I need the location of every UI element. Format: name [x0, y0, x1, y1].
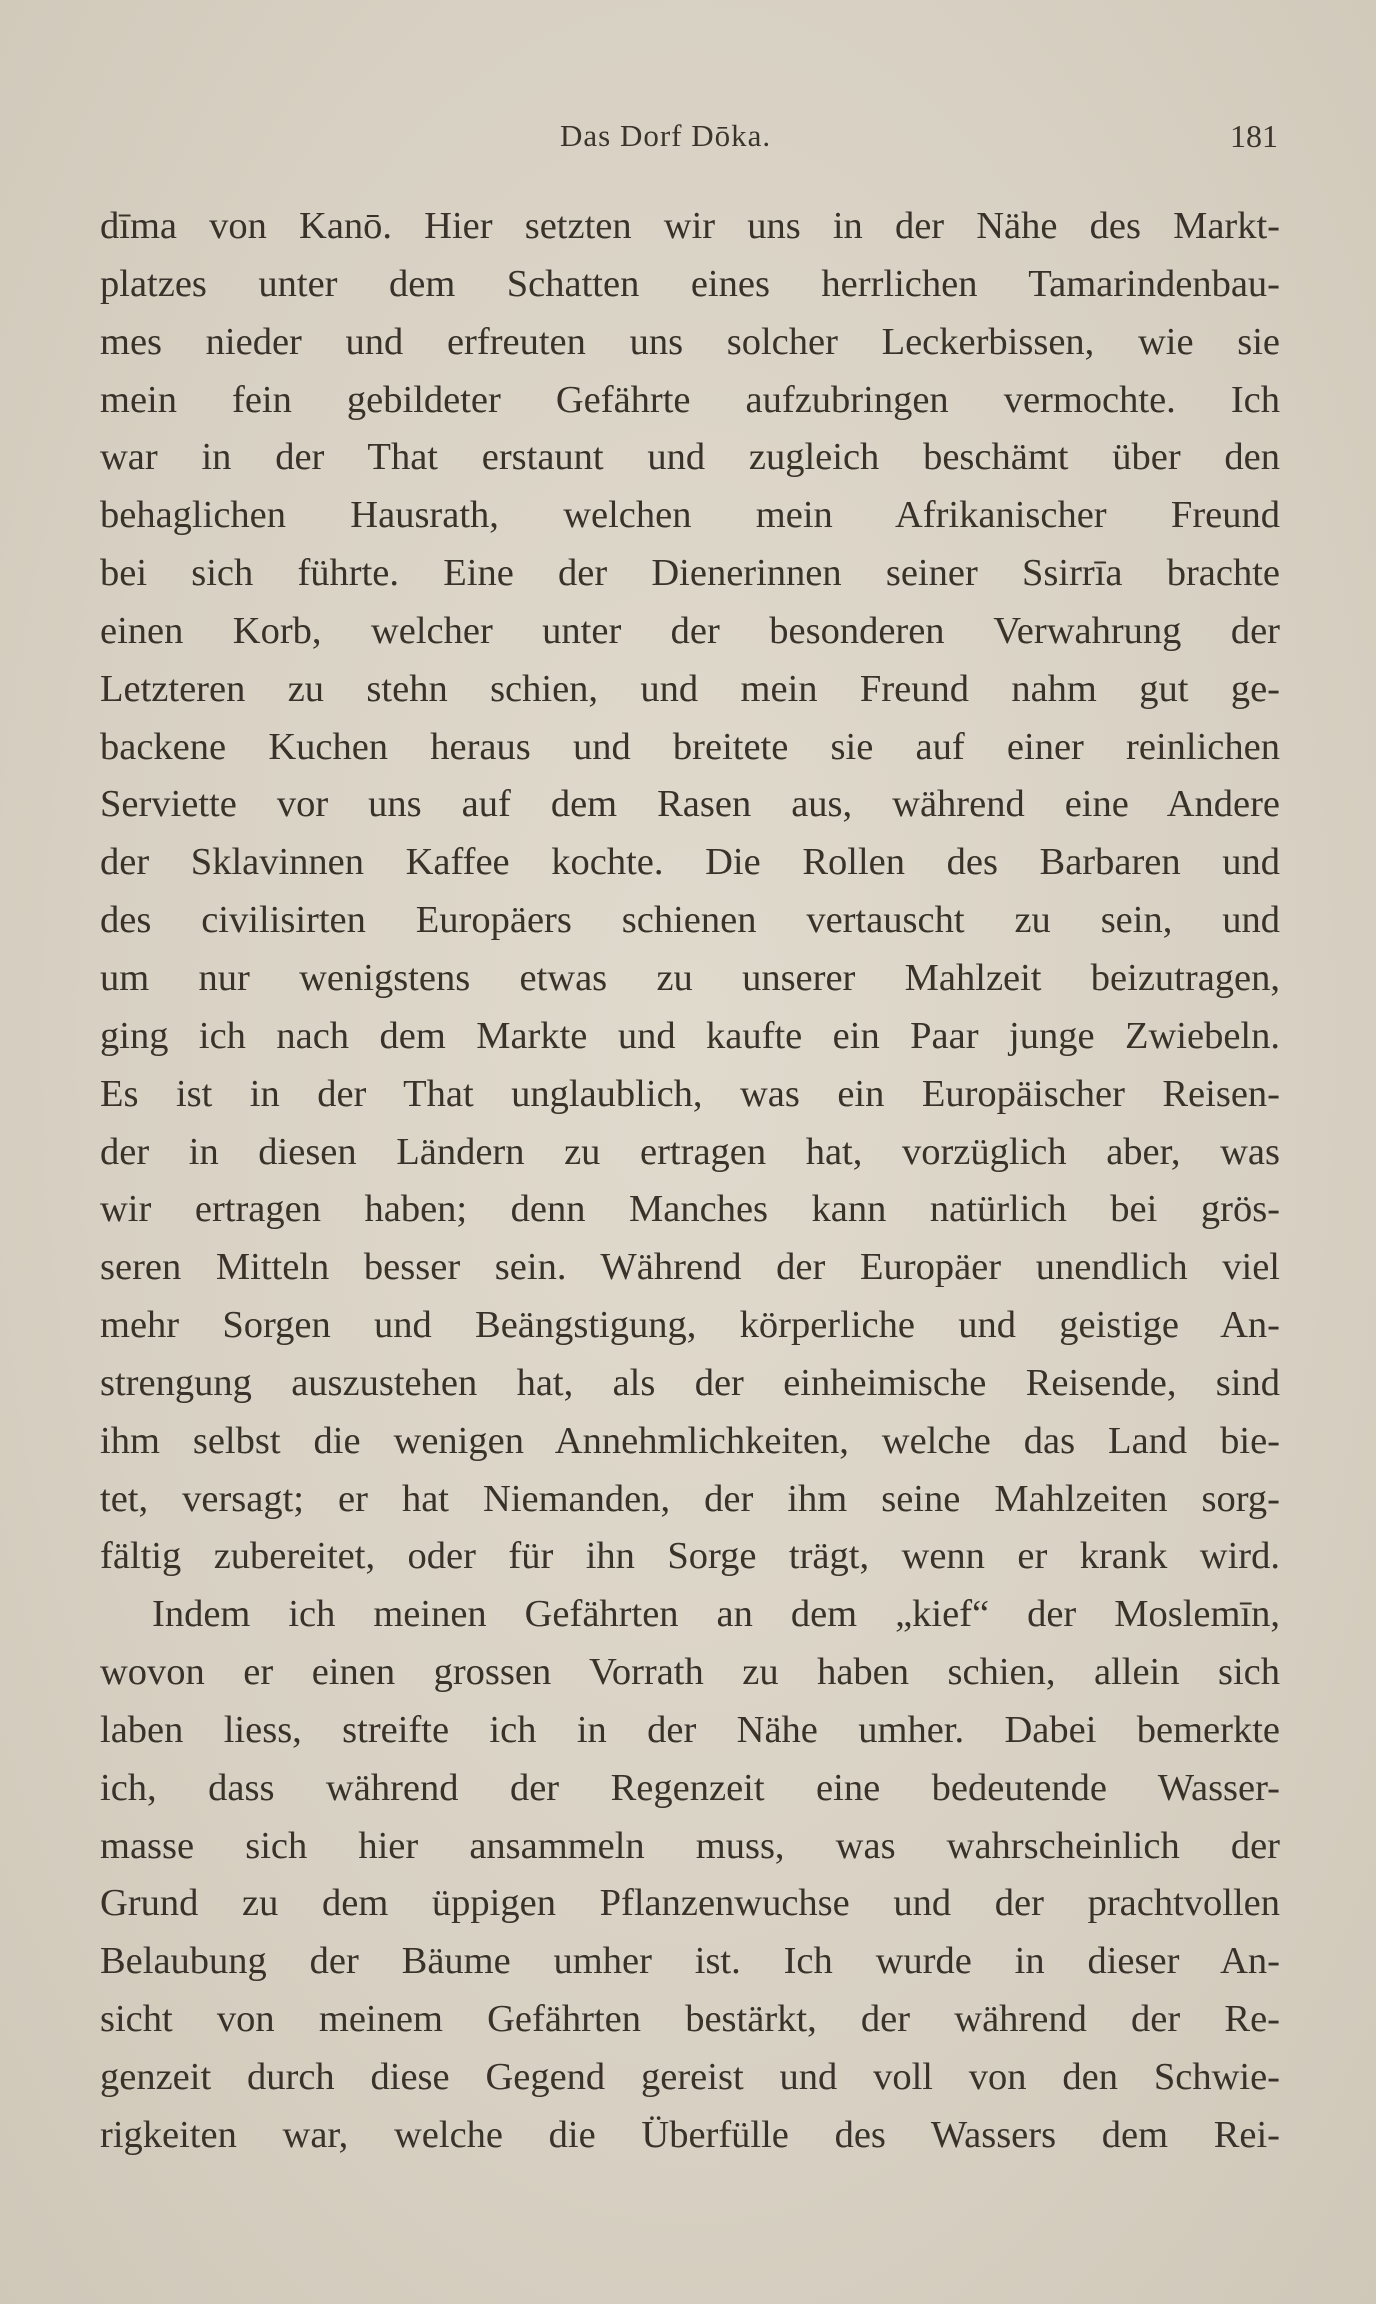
- paragraph-start-line: Indem ich meinen Gefährten an dem „kief“ der Moslemīn,: [152, 1593, 1280, 1636]
- text-line: Serviette vor uns auf dem Rasen aus, während eine Andere: [100, 783, 1280, 826]
- text-line: platzes unter dem Schatten eines herrlichen Tamarindenbau-: [100, 262, 1280, 305]
- text-line: Es ist in der That unglaublich, was ein Europäischer Reisen-: [100, 1072, 1280, 1115]
- text-line: Belaubung der Bäume umher ist. Ich wurde in dieser An-: [100, 1940, 1280, 1983]
- text-line: um nur wenigstens etwas zu unserer Mahlzeit beizutragen,: [100, 956, 1280, 999]
- text-line: Letzteren zu stehn schien, und mein Freund nahm gut ge-: [100, 667, 1280, 710]
- text-line: wovon er einen grossen Vorrath zu haben schien, allein sich: [100, 1651, 1280, 1694]
- running-title: Das Dorf Dōka.: [560, 118, 772, 153]
- text-line: dīma von Kanō. Hier setzten wir uns in der Nähe des Markt-: [100, 205, 1280, 247]
- text-line: masse sich hier ansammeln muss, was wahrscheinlich der: [100, 1824, 1280, 1867]
- text-line: Grund zu dem üppigen Pflanzenwuchse und der prachtvollen: [100, 1882, 1280, 1925]
- text-line: genzeit durch diese Gegend gereist und voll von den Schwie-: [100, 2056, 1280, 2098]
- text-line: war in der That erstaunt und zugleich beschämt über den: [100, 436, 1280, 479]
- text-line: tet, versagt; er hat Niemanden, der ihm seine Mahlzeiten sorg-: [100, 1477, 1280, 1520]
- text-line: des civilisirten Europäers schienen vertauscht zu sein, und: [100, 899, 1280, 942]
- text-line: laben liess, streifte ich in der Nähe umher. Dabei bemerkte: [100, 1708, 1280, 1751]
- text-line: wir ertragen haben; denn Manches kann natürlich bei grös-: [100, 1188, 1280, 1231]
- text-line: der Sklavinnen Kaffee kochte. Die Rollen des Barbaren und: [100, 841, 1280, 884]
- text-line: rigkeiten war, welche die Überfülle des Wassers dem Rei-: [100, 2113, 1280, 2156]
- text-line: ihm selbst die wenigen Annehmlichkeiten, welche das Land bie-: [100, 1419, 1280, 1462]
- text-line: sicht von meinem Gefährten bestärkt, der während der Re-: [100, 1998, 1280, 2041]
- text-line: der in diesen Ländern zu ertragen hat, vorzüglich aber, was: [100, 1130, 1280, 1173]
- text-line: mein fein gebildeter Gefährte aufzubringen vermochte. Ich: [100, 378, 1280, 421]
- text-line: fältig zubereitet, oder für ihn Sorge trägt, wenn er krank wird.: [100, 1535, 1280, 1578]
- text-line: mehr Sorgen und Beängstigung, körperliche und geistige An-: [100, 1304, 1280, 1347]
- page-number: 181: [1230, 118, 1278, 154]
- text-line: seren Mitteln besser sein. Während der Europäer unendlich viel: [100, 1246, 1280, 1289]
- running-head: [108, 118, 1278, 162]
- text-line: mes nieder und erfreuten uns solcher Leckerbissen, wie sie: [100, 320, 1280, 363]
- text-line: ging ich nach dem Markte und kaufte ein Paar junge Zwiebeln.: [100, 1014, 1280, 1057]
- text-line: strengung auszustehen hat, als der einheimische Reisende, sind: [100, 1361, 1280, 1404]
- text-line: ich, dass während der Regenzeit eine bedeutende Wasser-: [100, 1766, 1280, 1809]
- text-line: einen Korb, welcher unter der besonderen Verwahrung der: [100, 609, 1280, 652]
- text-line: backene Kuchen heraus und breitete sie auf einer reinlichen: [100, 725, 1280, 768]
- text-line: behaglichen Hausrath, welchen mein Afrikanischer Freund: [100, 494, 1280, 537]
- body-text: [100, 198, 1280, 2165]
- text-line: bei sich führte. Eine der Dienerinnen seiner Ssirrīa brachte: [100, 552, 1280, 595]
